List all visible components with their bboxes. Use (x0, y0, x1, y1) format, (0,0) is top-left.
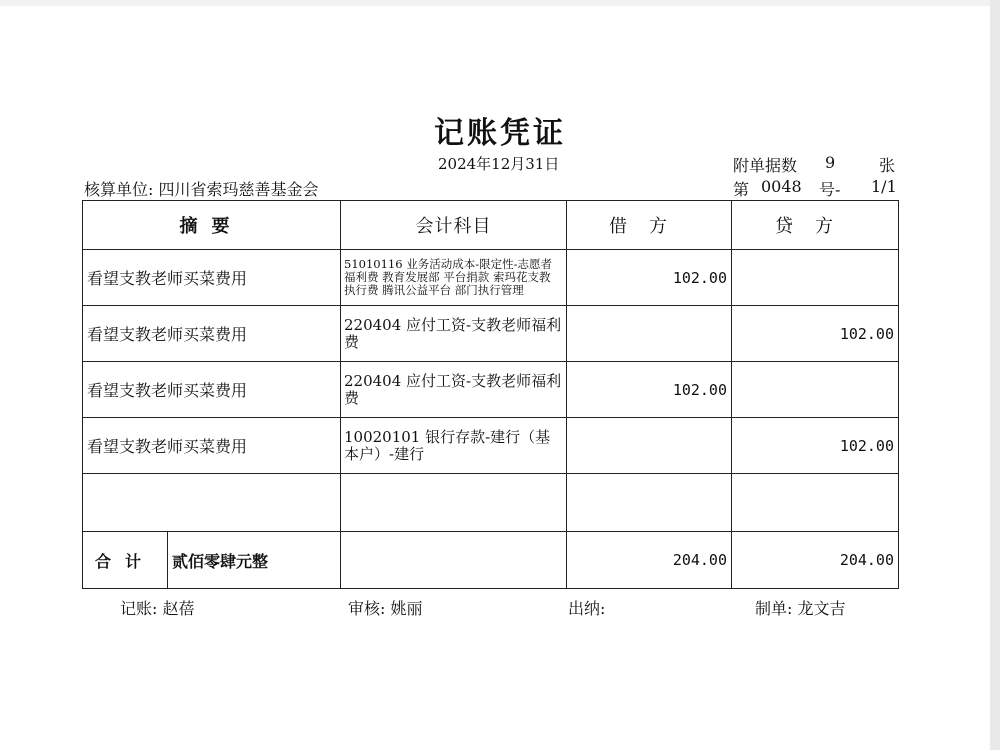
table-row-empty (83, 474, 899, 532)
preparer-name: 龙文吉 (797, 599, 846, 618)
total-cell (83, 532, 341, 589)
accounting-unit-label: 核算单位: (84, 180, 154, 199)
total-account-cell (341, 532, 567, 589)
voucher-page: 1/1 (871, 177, 897, 196)
total-debit: 204.00 (567, 532, 732, 589)
voucher-table (82, 200, 899, 589)
row-account: 51010116 业务活动成本-限定性-志愿者福利费 教育发展部 平台捐款 索玛花支教 执行费 腾讯公益平台 部门执行管理 (341, 250, 567, 306)
footer-bookkeeper (120, 596, 195, 619)
total-credit: 204.00 (732, 532, 899, 589)
table-row (83, 306, 899, 362)
voucher-date: 2024年12月31日 (438, 155, 560, 173)
attachments-label: 附单据数 (733, 156, 798, 175)
row-debit: 102.00 (567, 250, 732, 306)
attachments-number: 9 (825, 153, 836, 172)
row-debit: 102.00 (567, 362, 732, 418)
attachments-unit: 张 (879, 156, 896, 175)
reviewer-label: 审核: (348, 599, 386, 618)
bookkeeper-name: 赵蓓 (162, 599, 195, 618)
row-summary: 看望支教老师买菜费用 (83, 418, 341, 474)
header-account: 会计科目 (341, 201, 567, 250)
row-summary: 看望支教老师买菜费用 (83, 250, 341, 306)
voucher-suffix: 号- (819, 180, 841, 199)
total-row (83, 532, 899, 589)
scan-edge-top (0, 0, 1000, 6)
voucher-title: 记账凭证 (434, 116, 566, 151)
footer-cashier (568, 596, 605, 619)
voucher-prefix: 第 (733, 180, 750, 199)
bookkeeper-label: 记账: (120, 599, 158, 618)
empty-cell (341, 474, 567, 532)
row-credit (732, 362, 899, 418)
cashier-label: 出纳: (568, 599, 606, 618)
attachments-count (733, 153, 896, 176)
preparer-label: 制单: (755, 599, 793, 618)
total-words: 贰佰零肆元整 (172, 551, 269, 571)
accounting-unit-name: 四川省索玛慈善基金会 (158, 180, 319, 199)
header-debit: 借方 (567, 201, 732, 250)
row-credit: 102.00 (732, 418, 899, 474)
footer-reviewer (348, 596, 423, 619)
row-account: 10020101 银行存款-建行（基本户）-建行 (341, 418, 567, 474)
header-summary: 摘要 (83, 201, 341, 250)
table-row (83, 418, 899, 474)
table-row (83, 250, 899, 306)
accounting-unit (84, 177, 319, 200)
empty-cell (567, 474, 732, 532)
row-summary: 看望支教老师买菜费用 (83, 306, 341, 362)
table-row (83, 362, 899, 418)
reviewer-name: 姚丽 (390, 599, 423, 618)
header-credit: 贷方 (732, 201, 899, 250)
voucher-no: 0048 (761, 177, 802, 196)
row-summary: 看望支教老师买菜费用 (83, 362, 341, 418)
row-credit (732, 250, 899, 306)
row-credit: 102.00 (732, 306, 899, 362)
footer-preparer (755, 596, 846, 619)
row-debit (567, 418, 732, 474)
row-account: 220404 应付工资-支教老师福利费 (341, 306, 567, 362)
row-account: 220404 应付工资-支教老师福利费 (341, 362, 567, 418)
table-header-row (83, 201, 899, 250)
empty-cell (732, 474, 899, 532)
empty-cell (83, 474, 341, 532)
row-debit (567, 306, 732, 362)
total-label: 合计 (83, 532, 168, 588)
